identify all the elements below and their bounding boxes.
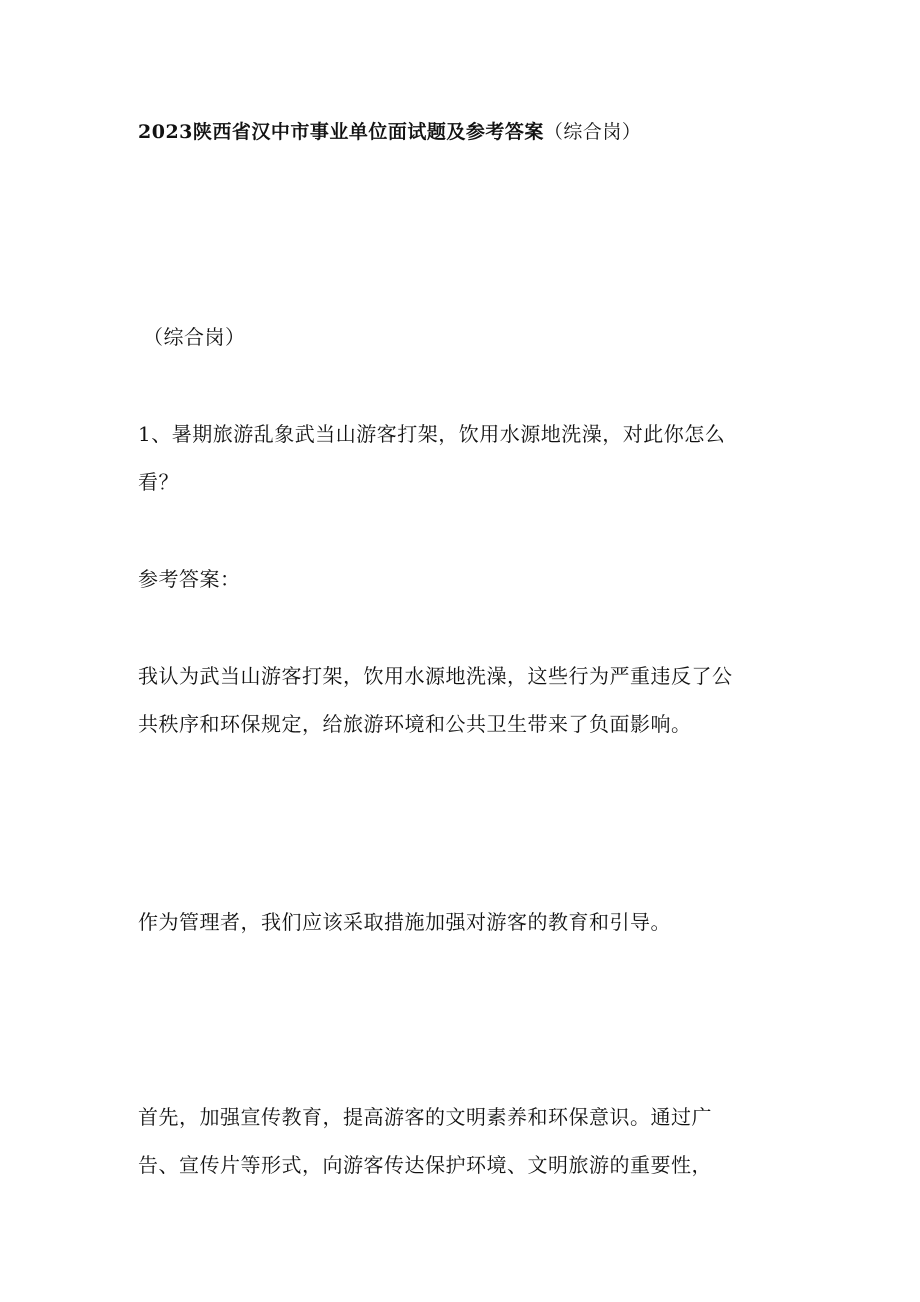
section-subtitle: （综合岗） <box>143 325 246 349</box>
answer-label: 参考答案： <box>138 567 241 591</box>
paragraph-1-line-2: 共秩序和环保规定，给旅游环境和公共卫生带来了负面影响。 <box>138 712 692 736</box>
paragraph-2: 作为管理者，我们应该采取措施加强对游客的教育和引导。 <box>138 910 671 934</box>
question-1-line-1: 1、暑期旅游乱象武当山游客打架，饮用水源地洗澡，对此你怎么 <box>138 422 726 446</box>
paragraph-1-line-1: 我认为武当山游客打架，饮用水源地洗澡，这些行为严重违反了公 <box>138 664 733 688</box>
title-main: 2023陕西省汉中市事业单位面试题及参考答案 <box>138 121 544 143</box>
paragraph-3-line-1: 首先，加强宣传教育，提高游客的文明素养和环保意识。通过广 <box>138 1105 712 1129</box>
question-1-line-2: 看？ <box>138 470 179 494</box>
title-suffix: （综合岗） <box>543 121 642 143</box>
paragraph-3-line-2: 告、宣传片等形式，向游客传达保护环境、文明旅游的重要性， <box>138 1153 712 1177</box>
document-title <box>138 120 641 144</box>
